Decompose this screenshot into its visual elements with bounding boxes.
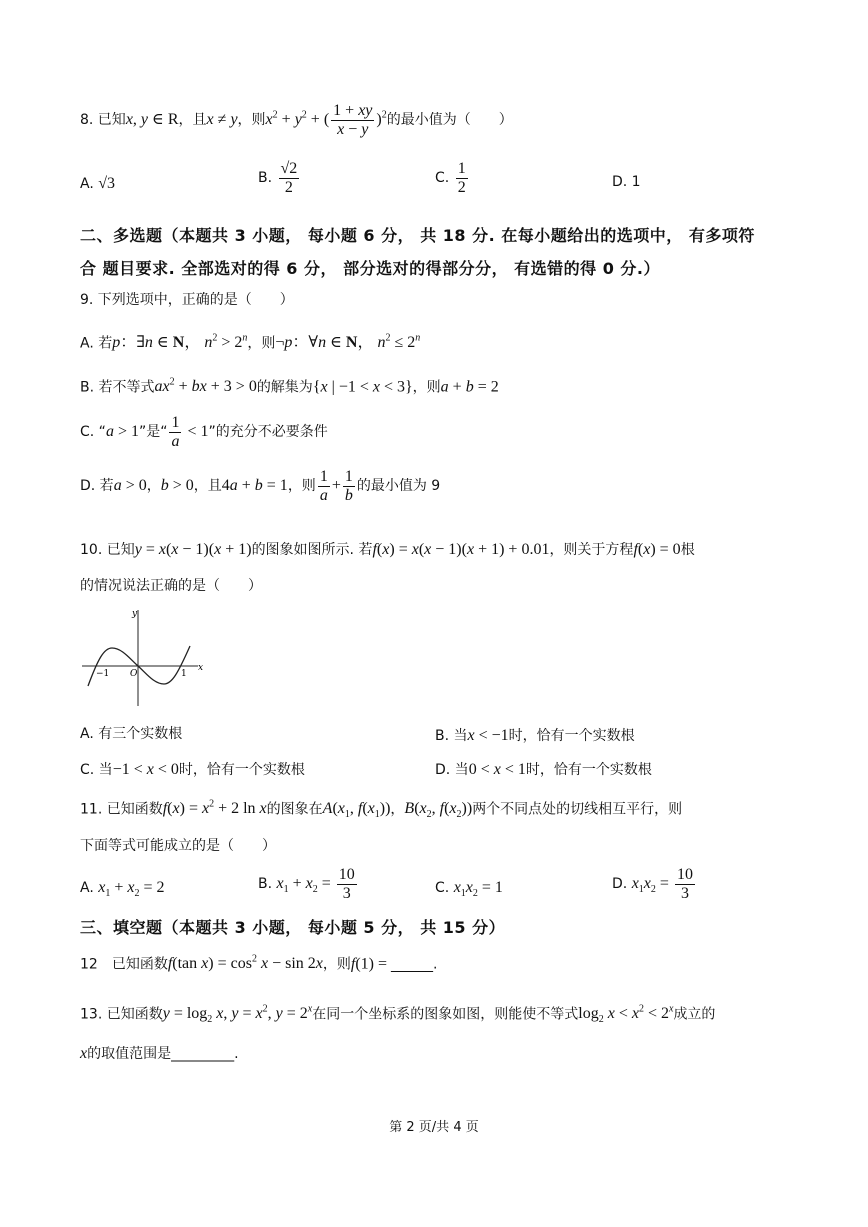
q9-option-d: D. 若a > 0，b > 0，且4a + b = 1，则 $\frac{1}{a}$ + $\frac{1}{b}$ 的最小值为 9 bbox=[80, 468, 441, 504]
q8-stem: 8. 已知x, y ∈ R，且x ≠ y，则$x^2 + y^2$ + ( $\frac{1 + xy}{x - y}$ )$^2$的最小值为（ ） bbox=[80, 102, 513, 138]
q12-stem: 12 已知函数f(tan $x) = \cos^2 x - \sin 2x$，则f(1) = ______. bbox=[80, 954, 438, 973]
page-number: 第 2 页/共 4 页 bbox=[389, 1120, 479, 1135]
q10-option-c: C. 当−1 < x < 0时，恰有一个实数根 bbox=[80, 761, 305, 778]
graph-one-label: 1 bbox=[181, 669, 187, 679]
q10-stem: 10. 已知y = x(x − 1)(x + 1)的图象如图所示. 若f(x) = x(x − 1)(x + 1) + 0.01，则关于方程f(x) = 0根 bbox=[80, 541, 695, 558]
q11-option-d: D. $x_1x_2$ = $\frac{10}{3}$ bbox=[612, 866, 693, 902]
q11-option-c: C. $x_1x_2 = 1$ bbox=[435, 879, 503, 900]
q13-stem: 13. 已知函数$y = \log_2 x$, $y = x^2$, $y = 2^x$在同一个坐标系的图象如图，则能使不等式$\log_2 x < x^2 < 2^x$成立的 bbox=[80, 1004, 716, 1026]
q11-stem: 11. 已知函数$f(x) = x^2 + 2$ ln x的图象在$A(x_1$, $f(x_1)$)，$B(x_2$, $f(x_2)$)两个不同点处的切线相互平行，则 bbox=[80, 799, 683, 821]
section2-heading-line1: 二、多选题（本题共 3 小题， 每小题 6 分， 共 18 分. 在每小题给出的选项中， 有多项符 bbox=[80, 226, 755, 245]
graph-x-label: x bbox=[198, 663, 204, 673]
q8-option-a: A. √3 bbox=[80, 175, 116, 192]
q8-option-b: B. $\frac{√2}{2}$ bbox=[258, 160, 298, 196]
q8-option-c: C. $\frac{1}{2}$ bbox=[435, 160, 466, 196]
graph-y-label: y bbox=[132, 609, 138, 619]
q10-option-b: B. 当x < −1时，恰有一个实数根 bbox=[435, 727, 635, 744]
q9-option-c: C. “a > 1”是“ $\frac{1}{a}$ < 1”的充分不必要条件 bbox=[80, 414, 328, 450]
q10-option-d: D. 当0 < x < 1时，恰有一个实数根 bbox=[435, 761, 652, 778]
q10-cubic-graph bbox=[80, 604, 210, 708]
q13-stem-line2: x的取值范围是_________. bbox=[80, 1045, 239, 1062]
q11-stem-line2: 下面等式可能成立的是（ ） bbox=[80, 838, 276, 854]
section3-heading: 三、填空题（本题共 3 小题， 每小题 5 分， 共 15 分） bbox=[80, 918, 506, 937]
graph-neg1-label: −1 bbox=[96, 669, 110, 679]
q10-stem-line2: 的情况说法正确的是（ ） bbox=[80, 578, 262, 594]
section2-heading-line2: 合 题目要求. 全部选对的得 6 分， 部分选对的得部分分， 有选错的得 0 分.） bbox=[80, 259, 660, 278]
q11-option-a: A. $x_1 + x_2 = 2$ bbox=[80, 879, 165, 900]
q9-option-a: A. 若p：∃n ∈ N， $n^2 > 2^n$，则¬p：∀n ∈ N， $n^2 \le 2^n$ bbox=[80, 333, 421, 352]
q9-stem: 9. 下列选项中，正确的是（ ） bbox=[80, 292, 294, 308]
q11-option-b: B. $x_1 + x_2$ = $\frac{10}{3}$ bbox=[258, 866, 355, 902]
graph-origin-label: O bbox=[130, 669, 138, 679]
q9-option-b: B. 若不等式$ax^2$ + bx + 3 > 0的解集为{x | −1 < x < 3}，则a + b = 2 bbox=[80, 377, 499, 396]
q8-option-d: D. 1 bbox=[612, 174, 641, 190]
q10-option-a: A. 有三个实数根 bbox=[80, 726, 183, 742]
